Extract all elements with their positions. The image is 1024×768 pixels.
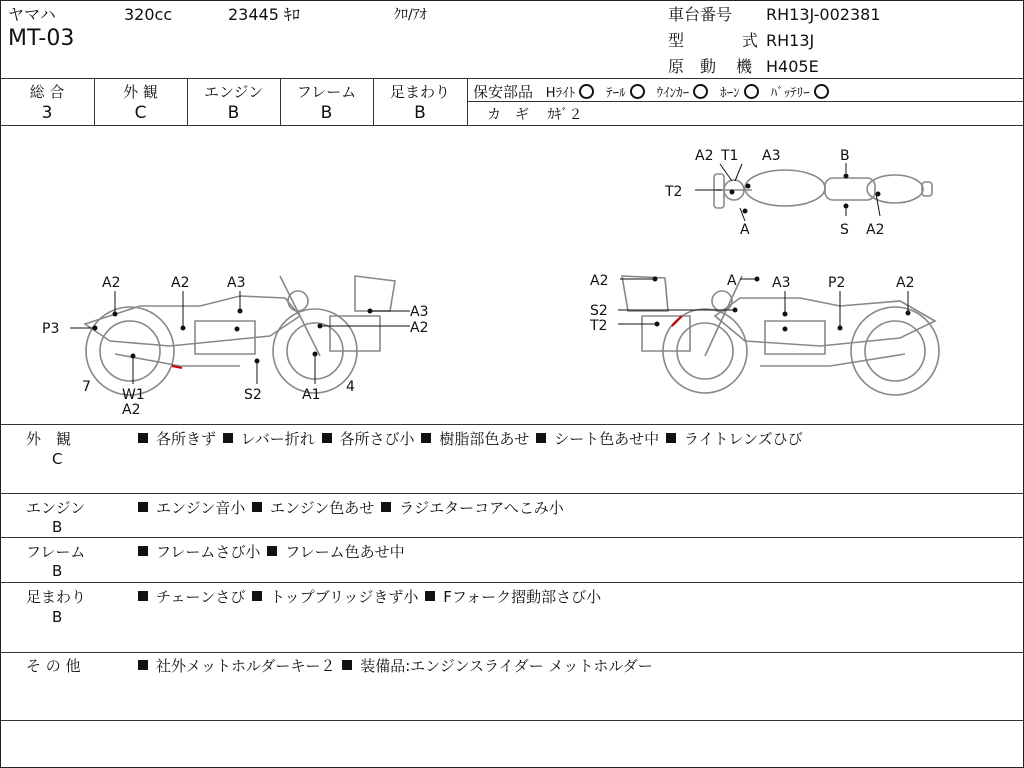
bullet-square-icon [138, 591, 148, 601]
diagram-label: S2 [244, 387, 262, 403]
bullet-square-icon [425, 591, 435, 601]
remark-grade-suspension: B [52, 608, 63, 626]
remark-item: 樹脂部色あせ [439, 430, 530, 448]
bullet-square-icon [138, 502, 148, 512]
diagram-label: A2 [896, 275, 915, 291]
type-label-1: 型 [668, 31, 685, 50]
damage-mark [672, 316, 682, 326]
bullet-square-icon [342, 660, 352, 670]
color: ｸﾛ/ｱｵ [394, 7, 427, 23]
grade-label-exterior: 外 観 [123, 83, 158, 101]
diagram-label: W1 [122, 387, 145, 403]
diagram-label: T2 [665, 184, 683, 200]
diagram-label: A2 [171, 275, 190, 291]
grade-value-overall: 3 [41, 103, 53, 123]
engine-label-2: 動 [700, 57, 717, 76]
safety-parts [473, 81, 829, 102]
safety-item-tail: ﾃｰﾙ [606, 86, 626, 101]
diagram-label: S [840, 222, 849, 238]
bullet-square-icon [138, 660, 148, 670]
damage-diagram [0, 126, 1024, 423]
diagram-label: A1 [302, 387, 321, 403]
key-row [487, 104, 582, 124]
bullet-square-icon [322, 433, 332, 443]
bullet-square-icon [138, 433, 148, 443]
remark-category-suspension: 足まわり [26, 588, 87, 606]
divider [467, 78, 468, 125]
diagram-label: B [840, 148, 850, 164]
grade-label-suspension: 足まわり [389, 83, 450, 101]
bullet-square-icon [381, 502, 391, 512]
divider [0, 720, 1024, 721]
maker: ヤマハ [8, 5, 56, 24]
bullet-square-icon [223, 433, 233, 443]
safety-item-headlight: Hﾗｲﾄ [545, 86, 576, 101]
diagram-label: T1 [721, 148, 739, 164]
remark-item: ラジエターコアへこみ小 [399, 499, 564, 517]
key-value: ｶｷﾞ２ [547, 107, 583, 123]
diagram-label: A2 [695, 148, 714, 164]
diagram-label: A2 [590, 273, 609, 289]
diagram-label: A3 [772, 275, 791, 291]
safety-item-winker: ｳｲﾝｶｰ [656, 86, 690, 101]
diagram-label: A2 [122, 402, 141, 418]
grade-label-frame: フレーム [296, 83, 357, 101]
frame-no-label: 車台番号 [668, 5, 733, 24]
diagram-label: A [727, 273, 737, 289]
divider [0, 537, 1024, 538]
mileage: 23445 ｷﾛ [228, 5, 300, 24]
type-label-2: 式 [742, 31, 759, 50]
diagram-label: P2 [828, 275, 846, 291]
model-name: MT-03 [8, 26, 75, 51]
damage-points [93, 174, 911, 364]
grade-value-frame: B [320, 103, 333, 123]
diagram-label: T2 [590, 318, 608, 334]
key-label: カ ギ [487, 107, 529, 123]
diagram-label: A2 [410, 320, 429, 336]
bike-right-view [622, 276, 939, 395]
remark-item: エンジン音小 [156, 499, 246, 517]
remark-item: チェーンさび [156, 588, 246, 606]
diagram-label: 7 [82, 379, 91, 395]
remark-item: フレームさび小 [156, 543, 261, 561]
bullet-square-icon [138, 546, 148, 556]
remark-item: シート色あせ中 [554, 430, 660, 448]
remark-item: 各所さび小 [339, 430, 415, 448]
divider [0, 652, 1024, 653]
remark-item: フレーム色あせ中 [285, 543, 405, 561]
divider [0, 582, 1024, 583]
remark-category-frame: フレーム [26, 543, 86, 561]
remark-item: 社外メットホルダーキー２ [156, 657, 336, 675]
remark-text-suspension [136, 586, 601, 607]
diagram-label: A2 [866, 222, 885, 238]
remark-category-engine: エンジン [26, 499, 86, 517]
remark-item: 装備品:エンジンスライダー メットホルダー [360, 657, 653, 675]
diagram-label: S2 [590, 303, 608, 319]
ok-circle-icon [693, 84, 708, 99]
remark-grade-frame: B [52, 562, 63, 580]
remark-item: エンジン色あせ [270, 499, 375, 517]
bike-top-view [714, 170, 932, 208]
engine-no: H405E [766, 57, 819, 76]
remark-text-frame [136, 541, 405, 562]
grade-label-overall: 総 合 [29, 83, 65, 101]
safety-item-battery: ﾊﾞｯﾃﾘｰ [770, 86, 810, 101]
remark-grade-exterior: C [52, 450, 63, 468]
remark-text-engine [136, 497, 564, 518]
safety-title: 保安部品 [473, 83, 534, 101]
diagram-label: A3 [762, 148, 781, 164]
grade-value-exterior: C [134, 103, 147, 123]
remark-grade-engine: B [52, 518, 63, 536]
remark-item: トップブリッジきず小 [270, 588, 419, 606]
engine-label-1: 原 [668, 57, 685, 76]
diagram-label: A3 [227, 275, 246, 291]
diagram-label: 4 [346, 379, 355, 395]
remark-item: レバー折れ [240, 430, 315, 448]
frame-no: RH13J-002381 [766, 5, 881, 24]
ok-circle-icon [630, 84, 645, 99]
diagram-label: A [740, 222, 750, 238]
remark-item: Fフォーク摺動部さび小 [443, 588, 602, 606]
remark-text-other [136, 655, 653, 676]
ok-circle-icon [814, 84, 829, 99]
diagram-label: A3 [410, 304, 429, 320]
engine-label-3: 機 [736, 57, 753, 76]
divider [0, 493, 1024, 494]
grade-label-engine: エンジン [203, 83, 264, 101]
remark-item: ライトレンズひび [683, 430, 803, 448]
remark-category-other: そ の 他 [26, 657, 81, 675]
grade-value-suspension: B [414, 103, 426, 123]
grade-value-engine: B [227, 103, 240, 123]
divider [0, 78, 1024, 79]
bullet-square-icon [252, 591, 262, 601]
bullet-square-icon [267, 546, 277, 556]
bullet-square-icon [421, 433, 431, 443]
safety-item-horn: ﾎｰﾝ [720, 86, 740, 101]
remark-item: 各所きず [156, 430, 217, 448]
diagram-label: A2 [102, 275, 121, 291]
remark-text-exterior [136, 428, 803, 449]
diagram-label: P3 [42, 321, 60, 337]
divider [0, 424, 1024, 425]
ok-circle-icon [579, 84, 594, 99]
type-value: RH13J [766, 31, 815, 50]
remark-category-exterior: 外 観 [26, 430, 72, 448]
displacement: 320cc [124, 5, 173, 24]
bullet-square-icon [252, 502, 262, 512]
bullet-square-icon [666, 433, 676, 443]
ok-circle-icon [744, 84, 759, 99]
bullet-square-icon [536, 433, 546, 443]
